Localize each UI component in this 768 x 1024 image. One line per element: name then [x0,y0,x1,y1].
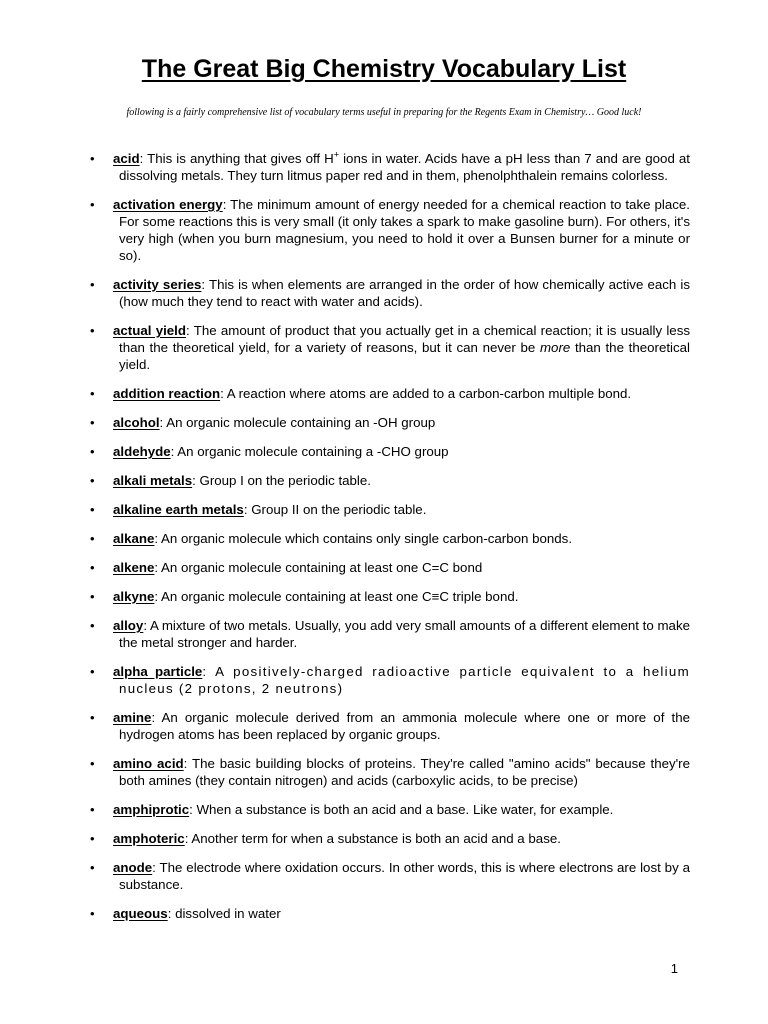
entry-text [113,501,690,518]
vocab-definition: : An organic molecule which contains only single carbon-carbon bonds. [154,531,573,546]
vocab-term: amino acid [113,756,184,771]
entry-text [113,588,690,605]
entry-text [113,385,690,402]
vocab-definition: : Group II on the periodic table. [243,502,427,517]
vocab-definition: : A positively-charged radioactive particle equivalent to a helium nucleus (2 protons, 2 neutrons) [119,664,690,696]
vocab-term: actual yield [113,323,186,338]
bullet-icon: • [90,664,95,679]
vocab-term: alkene [113,560,155,575]
vocab-definition: : This is anything that gives off H [139,151,334,166]
bullet-icon: • [90,802,95,817]
list-item [90,385,690,402]
list-item [90,859,690,893]
bullet-icon: • [90,277,95,292]
vocab-term: amine [113,710,152,725]
list-item [90,905,690,922]
vocab-definition: : Group I on the periodic table. [192,473,371,488]
vocab-term: alpha particle [113,664,203,679]
vocab-definition: : The minimum amount of energy needed for a chemical reaction to take place. For some reactions this is very small (it only takes a spark to make gasoline burn). For others, it's very high (when you burn magnesium, you need to hold it over a Bunsen burner for a minute or so). [119,197,690,263]
list-item [90,472,690,489]
entry-text [113,196,690,264]
vocab-definition: : When a substance is both an acid and a base. Like water, for example. [189,802,614,817]
vocab-term: amphiprotic [113,802,190,817]
list-item [90,501,690,518]
bullet-icon: • [90,560,95,575]
list-item [90,663,690,697]
entry-text [113,617,690,651]
vocab-term: alloy [113,618,144,633]
emphasis-text: more [539,340,571,355]
entry-text [113,801,690,818]
page-number: 1 [670,961,678,976]
bullet-icon: • [90,710,95,725]
bullet-icon: • [90,323,95,338]
bullet-icon: • [90,618,95,633]
vocab-definition: : The electrode where oxidation occurs. In other words, this is where electrons are lost by a substance. [119,860,690,892]
superscript: + [333,149,340,160]
vocab-term: acid [113,151,140,166]
list-item [90,588,690,605]
vocab-term: alkane [113,531,155,546]
vocab-term: amphoteric [113,831,185,846]
list-item [90,443,690,460]
entry-text [113,830,690,847]
list-item [90,755,690,789]
vocab-term: addition reaction [113,386,221,401]
entry-text [113,443,690,460]
vocab-definition: : A reaction where atoms are added to a carbon-carbon multiple bond. [220,386,632,401]
bullet-icon: • [90,860,95,875]
bullet-icon: • [90,197,95,212]
bullet-icon: • [90,444,95,459]
bullet-icon: • [90,589,95,604]
list-item [90,322,690,373]
entry-text [113,663,690,697]
entry-text [113,755,690,789]
vocab-term: alkali metals [113,473,193,488]
bullet-icon: • [90,756,95,771]
vocab-term: anode [113,860,153,875]
vocab-definition: : This is when elements are arranged in the order of how chemically active each is (how much they tend to react with water and acids). [119,277,690,309]
entry-text [113,472,690,489]
vocab-definition: : A mixture of two metals. Usually, you add very small amounts of a different element to make the metal stronger and harder. [119,618,690,650]
vocab-definition: : An organic molecule containing a -CHO group [170,444,449,459]
vocab-definition: : An organic molecule containing at least one C=C bond [154,560,483,575]
entry-text [113,322,690,373]
entry-text [113,530,690,547]
vocab-term: alkaline earth metals [113,502,244,517]
vocab-term: aqueous [113,906,168,921]
bullet-icon: • [90,386,95,401]
entry-text [113,905,690,922]
vocab-definition: : Another term for when a substance is both an acid and a base. [184,831,561,846]
entry-text [113,709,690,743]
list-item [90,530,690,547]
bullet-icon: • [90,502,95,517]
vocabulary-list [90,150,690,934]
entry-text [113,414,690,431]
vocab-term: aldehyde [113,444,171,459]
list-item [90,617,690,651]
page-subtitle: following is a fairly comprehensive list of vocabulary terms useful in preparing for the Regents Exam in Chemistry… Good luck! [126,107,642,118]
list-item [90,559,690,576]
bullet-icon: • [90,151,95,166]
vocab-definition: : dissolved in water [167,906,281,921]
list-item [90,150,690,184]
bullet-icon: • [90,473,95,488]
vocab-term: alcohol [113,415,160,430]
bullet-icon: • [90,831,95,846]
list-item [90,830,690,847]
vocab-term: alkyne [113,589,155,604]
entry-text [113,859,690,893]
vocab-definition: ions in water. Acids have a pH less than 7 and are good at dissolving metals. They turn litmus paper red and in them, phenolphthalein remains colorless. [119,151,690,183]
vocab-definition: : An organic molecule derived from an ammonia molecule where one or more of the hydrogen atoms has been replaced by organic groups. [119,710,690,742]
bullet-icon: • [90,906,95,921]
vocab-term: activity series [113,277,202,292]
list-item [90,709,690,743]
page-title: The Great Big Chemistry Vocabulary List [141,55,627,83]
vocab-definition: : An organic molecule containing at least one C≡C triple bond. [154,589,519,604]
vocab-definition: : The basic building blocks of proteins. They're called "amino acids" because they're both amines (they contain nitrogen) and acids (carboxylic acids, to be precise) [119,756,690,788]
entry-text [113,559,690,576]
vocab-definition: than the theoretical yield. [119,340,690,372]
vocab-definition: : An organic molecule containing an -OH group [159,415,436,430]
list-item [90,801,690,818]
list-item [90,196,690,264]
entry-text [113,150,690,184]
bullet-icon: • [90,415,95,430]
vocab-definition: : The amount of product that you actually get in a chemical reaction; it is usually less than the theoretical yield, for a variety of reasons, but it can never be [119,323,690,355]
list-item [90,414,690,431]
entry-text [113,276,690,310]
bullet-icon: • [90,531,95,546]
vocab-term: activation energy [113,197,223,212]
list-item [90,276,690,310]
